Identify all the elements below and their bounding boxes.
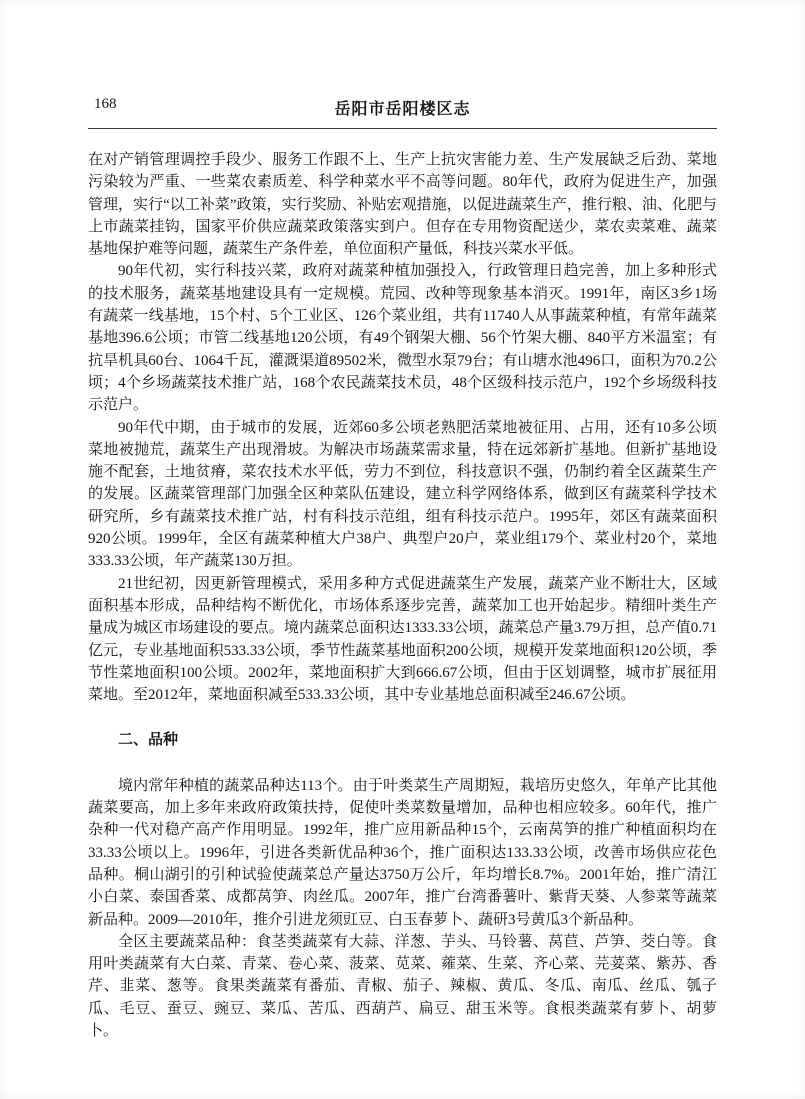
content-area: [88, 96, 717, 1042]
header-title: 岳阳市岳阳楼区志: [334, 101, 471, 118]
paragraph-1990s-mid: 90年代中期，由于城市的发展，近郊60多公顷老熟肥活菜地被征用、占用，还有10多公顷菜地被抛荒，蔬菜生产出现滑坡。为解决市场蔬菜需求量，特在远郊新扩基地。但新扩基地设施不配套，土地贫瘠，菜农技术水平低，劳力不到位，科技意识不强，仍制约着全区蔬菜生产的发展。区蔬菜管理部门加强全区种菜队伍建设，建立科学网络体系，做到区有蔬菜科学技术研究所，乡有蔬菜技术推广站，村有科技示范组，组有科技示范户。1995年，郊区有蔬菜面积920公顷。1999年，全区有蔬菜种植大户38户、典型户20户，菜业组179个、菜业村20个，菜地333.33公顷，年产蔬菜130万担。: [88, 419, 717, 570]
body-text: [88, 149, 717, 1042]
paragraph-1990s-early: 90年代初，实行科技兴菜，政府对蔬菜种植加强投入，行政管理日趋完善，加上多种形式的技术服务，蔬菜基地建设具有一定规模。荒园、改种等现象基本消灭。1991年，南区3乡1场有蔬菜一线基地，15个村、5个工业区、126个菜业组，共有11740人从事蔬菜种植，有常年蔬菜基地396.6公顷；市管二线基地120公顷，有49个钢架大棚、56个竹架大棚、840平方米温室；有抗旱机具60台、1064千瓦，灌溉渠道89502米，微型水泵79台；有山塘水池496口，面积为70.2公顷；4个乡场蔬菜技术推广站，168个农民蔬菜技术员，48个区级科技示范户，192个乡场级科技示范户。: [88, 263, 717, 414]
section-heading-varieties: 二、品种: [118, 732, 179, 749]
paragraph-variety-list: 全区主要蔬菜品种：食茎类蔬菜有大蒜、洋葱、芋头、马铃薯、莴苣、芦笋、茭白等。食用叶类蔬菜有大白菜、青菜、卷心菜、菠菜、苋菜、蕹菜、生菜、齐心菜、芫荽菜、紫苏、香芹、韭菜、葱等。食果类蔬菜有番茄、青椒、茄子、辣椒、黄瓜、冬瓜、南瓜、丝瓜、瓠子瓜、毛豆、蚕豆、豌豆、菜瓜、苦瓜、西葫芦、扁豆、甜玉米等。食根类蔬菜有萝卜、胡萝卜。: [88, 933, 717, 1039]
paragraph-continuation: 在对产销管理调控手段少、服务工作跟不上、生产上抗灾害能力差、生产发展缺乏后劲、菜地污染较为严重、一些菜农素质差、科学种菜水平不高等问题。80年代，政府为促进生产，加强管理，实行“以工补菜”政策，实行奖励、补贴宏观措施，以促进蔬菜生产，推行粮、油、化肥与上市蔬菜挂钩，国家平价供应蔬菜政策落实到户。但存在专用物资配送少，菜农卖菜难、蔬菜基地保护难等问题，蔬菜生产条件差，单位面积产量低，科技兴菜水平低。: [88, 152, 717, 258]
page-number: 168: [94, 96, 117, 112]
paragraph-variety-history: 境内常年种植的蔬菜品种达113个。由于叶类菜生产周期短，栽培历史悠久，年单产比其他蔬菜要高，加上多年来政府政策扶持，促使叶类菜数量增加，品种也相应较多。60年代，推广杂种一代对稳产高产作用明显。1992年，推广应用新品种15个，云南莴笋的推广种植面积均在33.33公顷以上。1996年，引进各类新优品种36个，推广面积达133.33公顷，改善市场供应花色品种。桐山湖引的引种试验使蔬菜总产量达3750万公斤，年均增长8.7%。2001年始，推广清江小白菜、泰国香菜、成都莴笋、肉丝瓜。2007年，推广台湾番薯叶、紫背天葵、人参菜等蔬菜新品种。2009—2010年，推介引进龙须豇豆、白玉春萝卜、蔬研3号黄瓜3个新品种。: [88, 777, 717, 928]
paragraph-21st-century: 21世纪初，因更新管理模式，采用多种方式促进蔬菜生产发展，蔬菜产业不断壮大，区域面积基本形成，品种结构不断优化，市场体系逐步完善，蔬菜加工也开始起步。精细叶类生产量成为城区市场建设的要点。境内蔬菜总面积达1333.33公顷，蔬菜总产量3.79万担，总产值0.71亿元，专业基地面积533.33公顷，季节性蔬菜基地面积200公顷，规模开发菜地面积120公顷，季节性菜地面积100公顷。2002年，菜地面积扩大到666.67公顷，但由于区划调整，城市扩展征用菜地。至2012年，菜地面积减至533.33公顷，其中专业基地总面积减至246.67公顷。: [88, 575, 717, 704]
page-header: [88, 96, 717, 129]
